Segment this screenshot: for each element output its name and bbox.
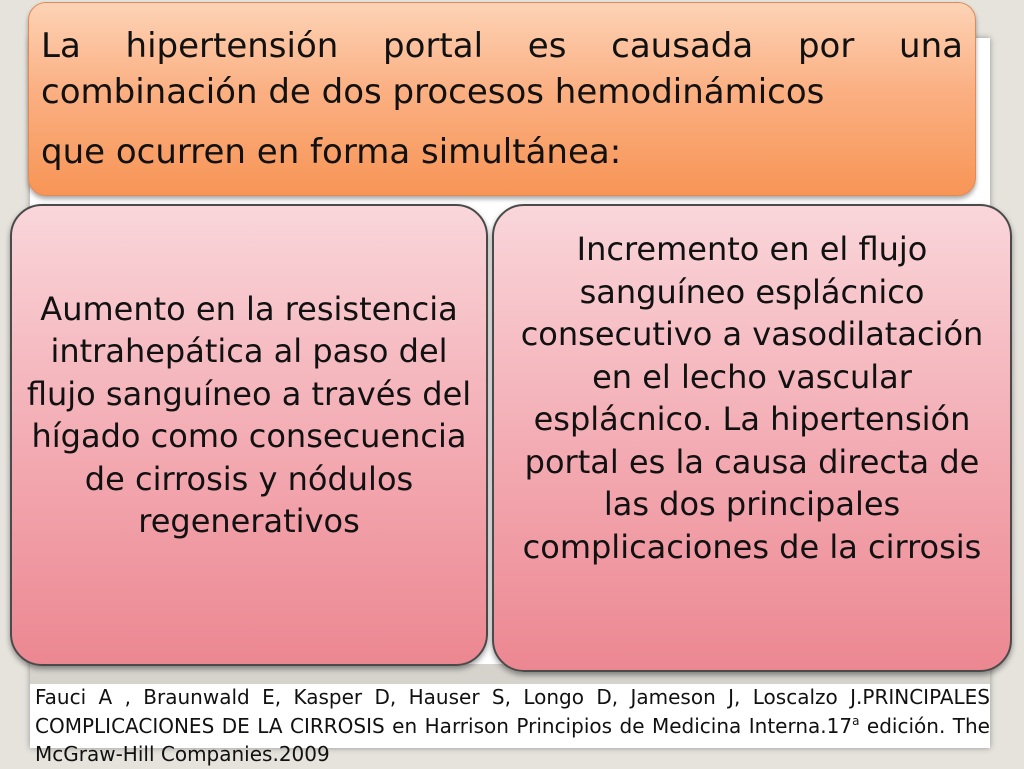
intro-text-end: que ocurren en forma simultánea:: [41, 132, 622, 172]
left-process-box: [10, 204, 488, 666]
citation-text: Fauci A , Braunwald E, Kasper D, Hauser S, Longo D, Jameson J, Loscalzo J.PRINCIPALES COMPLICACIONES DE LA CIRROSIS en Harrison Principios de Medicina Interna.17: [35, 685, 990, 738]
citation: [35, 683, 990, 769]
intro-box: [28, 2, 976, 196]
right-process-text: Incremento en el flujo sanguíneo esplácnico consecutivo a vasodilatación en el lecho vascular esplácnico. La hipertensión portal es la causa directa de las dos principales complicaciones de la cirrosis: [520, 230, 984, 566]
citation-text-end: edición. The McGraw-Hill Companies.2009: [35, 713, 990, 766]
right-process-box: [492, 204, 1012, 672]
intro-text: La hipertensión portal es causada por una combinación de dos procesos hemodinámicos: [41, 26, 963, 112]
left-process-text: Aumento en la resistencia intrahepática al paso del flujo sanguíneo a través del hígado como consecuencia de cirrosis y nódulos regenerativos: [26, 289, 472, 540]
citation-superscript: a: [852, 713, 860, 728]
